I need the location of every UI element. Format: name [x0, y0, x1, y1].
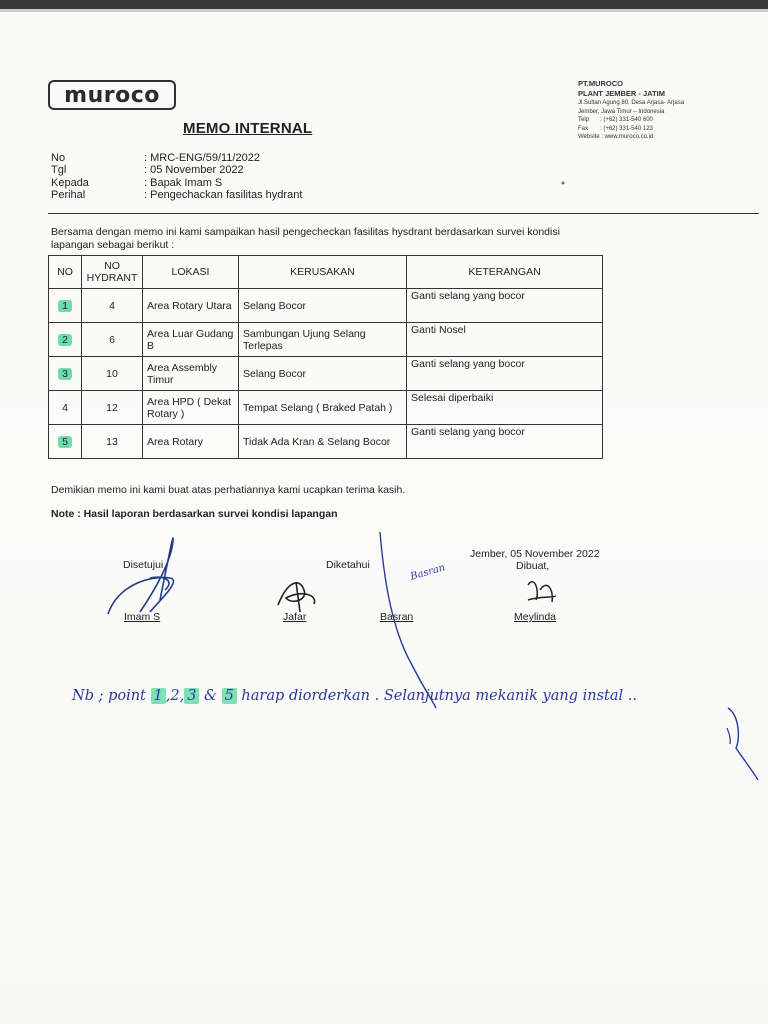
signature-jafar — [278, 582, 315, 612]
header-no-hydrant: NO HYDRANT — [82, 256, 143, 289]
cell-kerusakan: Selang Bocor — [239, 289, 407, 323]
signature-imam — [108, 538, 173, 614]
company-header — [578, 79, 758, 142]
cell-lokasi: Area Rotary Utara — [143, 289, 239, 323]
handwritten-point-5: 5 — [222, 688, 237, 704]
cell-hydrant: 10 — [82, 357, 143, 391]
cell-keterangan: Ganti selang yang bocor — [407, 357, 603, 391]
scan-edge-top — [0, 0, 768, 9]
memo-title: MEMO INTERNAL — [183, 120, 313, 137]
label-dibuat: Dibuat, — [516, 560, 550, 572]
header-no: NO — [49, 256, 82, 289]
company-telp: Telp : (+62) 331-540 600 — [578, 117, 653, 124]
intro-paragraph: Bersama dengan memo ini kami sampaikan hasil pengecheckan fasilitas hysdrant berdasarkan survei kondisi lapangan sebagai berikut : — [51, 226, 560, 251]
cell-kerusakan: Tidak Ada Kran & Selang Bocor — [239, 425, 407, 459]
cell-kerusakan: Selang Bocor — [239, 357, 407, 391]
header-keterangan: KETERANGAN — [407, 256, 603, 289]
hydrant-table — [48, 255, 603, 459]
company-name: PT.MUROCO — [578, 79, 623, 88]
cell-hydrant: 12 — [82, 391, 143, 425]
handwritten-point-2: 2 — [170, 688, 180, 704]
table-row — [49, 289, 603, 323]
handwritten-note: Nb ; point 1 ,2, 3 & 5 harap diorderkan . Selanjutnya mekanik yang instal .. — [72, 688, 637, 704]
handwritten-prefix: Nb ; point — [72, 688, 146, 704]
label-diketahui: Diketahui — [326, 559, 370, 571]
company-address-2: Jember, Jawa Timur – Indonesia — [578, 108, 665, 115]
logo-text: muroco — [64, 82, 160, 108]
margin-mark — [727, 728, 730, 744]
header-lokasi: LOKASI — [143, 256, 239, 289]
basran-scrawl: Basran — [409, 562, 447, 583]
signer-imam: Imam S — [124, 611, 161, 623]
cell-keterangan: Ganti selang yang bocor — [407, 425, 603, 459]
closing-text: Demikian memo ini kami buat atas perhatiannya kami ucapkan terima kasih. — [51, 484, 406, 496]
cell-no: 2 — [49, 323, 82, 357]
cell-keterangan: Ganti selang yang bocor — [407, 289, 603, 323]
margin-stroke — [728, 708, 758, 780]
cell-no: 1 — [49, 289, 82, 323]
cell-no: 3 — [49, 357, 82, 391]
company-fax: Fax : (+62) 331-540 123 — [578, 125, 653, 132]
company-plant: PLANT JEMBER - JATIM — [578, 89, 665, 98]
company-logo — [48, 80, 176, 110]
scan-edge-shadow — [0, 9, 768, 12]
header-kerusakan: KERUSAKAN — [239, 256, 407, 289]
company-address-1: Jl.Sultan Agung 80, Desa Arjasa- Arjasa — [578, 100, 685, 106]
table-header-row — [49, 256, 603, 289]
handwritten-point-1: 1 — [151, 688, 166, 704]
cell-hydrant: 4 — [82, 289, 143, 323]
label-disetujui: Disetujui — [123, 559, 164, 571]
handwritten-point-3: 3 — [184, 688, 199, 704]
handwritten-rest: harap diorderkan . Selanjutnya mekanik yang instal .. — [241, 688, 637, 704]
table-row — [49, 391, 603, 425]
stain-mark — [562, 182, 565, 185]
table-row — [49, 357, 603, 391]
cell-no: 4 — [49, 391, 82, 425]
cell-kerusakan: Sambungan Ujung Selang Terlepas — [239, 323, 407, 357]
place-date: Jember, 05 November 2022 — [470, 548, 600, 560]
cell-keterangan: Ganti Nosel — [407, 323, 603, 357]
signer-basran: Basran — [380, 611, 414, 623]
cell-lokasi: Area Luar Gudang B — [143, 323, 239, 357]
cell-hydrant: 6 — [82, 323, 143, 357]
signer-jafar: Jafar — [283, 611, 307, 623]
cell-lokasi: Area Rotary — [143, 425, 239, 459]
cell-no: 5 — [49, 425, 82, 459]
memo-page: muroco PT.MUROCO PLANT JEMBER - JATIM Jl.Sultan Agung 80, Desa Arjasa- Arjasa Jember, Jawa Timur – Indonesia Telp : (+62) 331-540 600 Fax : (+62) 331-540 123 Website : www.muroco.co.id MEMO INTERNAL No : MRC-ENG/59/11/2022 Tgl : 05 November 2022 Kepada : Bapak Imam S Perihal : Pengechackan fasilitas hydrant Bersama dengan memo ini kami sampaikan hasil pengecheckan fasilitas hysdrant berdasarkan survei kondisi lapangan sebagai berikut : NO NO HYDRANT LOKASI KERUSAKAN KETERANGAN 1 4 Area Rotary Utara Selang Bocor Ganti selang yang bocor 2 6 Area Luar Gudang B Sambungan Ujung Selang Terlepas Ganti Nosel 3 10 Area Assembly Timur Selang Bocor Ganti selang yang bocor 4 12 Area HPD ( Dekat Rotary ) Tempat Selang ( Braked Patah ) Selesai diperbaiki 5 13 Area Rotary Tidak Ada Kran & Selang Bocor Ganti selang yang bocor Demikian memo ini kami buat atas perhatiannya kami ucapkan terima kasih. Note : Hasil laporan berdasarkan survei kondisi lapangan Jember, 05 November 2022 Disetujui Diketahui Dibuat, Imam S Jafar Basran Meylinda Basran Nb ; point 1 ,2, 3 & 5 harap diorderkan . Selanjutnya mekanik yang instal .. — [0, 0, 768, 1024]
cell-keterangan: Selesai diperbaiki — [407, 391, 603, 425]
cell-lokasi: Area Assembly Timur — [143, 357, 239, 391]
header-divider — [48, 213, 759, 214]
signature-meylinda — [528, 582, 556, 602]
signer-meylinda: Meylinda — [514, 611, 557, 623]
cell-lokasi: Area HPD ( Dekat Rotary ) — [143, 391, 239, 425]
table-row — [49, 425, 603, 459]
company-website: Website : www.muroco.co.id — [578, 134, 654, 141]
table-row — [49, 323, 603, 357]
cell-hydrant: 13 — [82, 425, 143, 459]
cell-kerusakan: Tempat Selang ( Braked Patah ) — [239, 391, 407, 425]
note-text: Note : Hasil laporan berdasarkan survei kondisi lapangan — [51, 508, 338, 520]
